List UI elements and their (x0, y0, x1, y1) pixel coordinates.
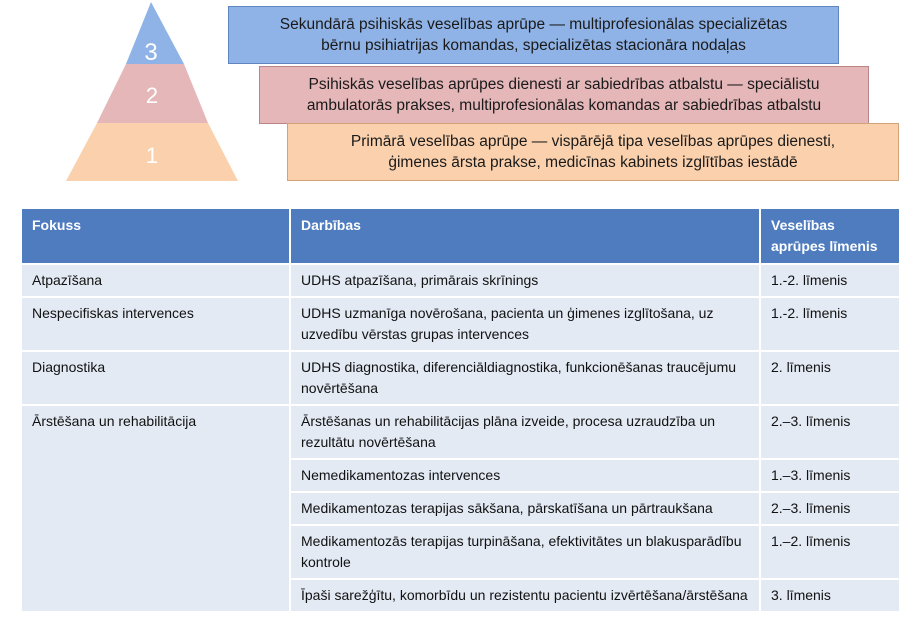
level-2-description-line-2: ambulatorās prakses, multiprofesionālas komandas ar sabiedrības atbalstu (306, 97, 822, 114)
table-header-row (21, 208, 900, 264)
level-1-description-line-2: ģimenes ārsta prakse, medicīnas kabinets izglītības iestādē (388, 154, 798, 171)
header-focus: Fokuss (21, 208, 290, 264)
level-cell: 2. līmenis (760, 351, 900, 405)
focus-actions-table (20, 207, 901, 613)
table-row (21, 297, 900, 351)
level-1-description-line-1: Primārā veselības aprūpe — vispārējā tipa veselības aprūpes dienesti, (350, 133, 836, 150)
action-cell: Nemedikamentozas intervences (290, 459, 760, 492)
level-1-description-box (287, 123, 899, 181)
level-cell: 1.–3. līmenis (760, 459, 900, 492)
action-cell: UDHS uzmanīga novērošana, pacienta un ģimenes izglītošana, uz uzvedību vērstas grupas intervences (290, 297, 760, 351)
table-row (21, 351, 900, 405)
focus-cell: Ārstēšana un rehabilitācija (21, 405, 290, 612)
level-cell: 1.-2. līmenis (760, 264, 900, 297)
table-row (21, 264, 900, 297)
action-cell: Īpaši sarežģītu, komorbīdu un rezistentu pacientu izvērtēšana/ārstēšana (290, 579, 760, 612)
level-cell: 2.–3. līmenis (760, 492, 900, 525)
action-cell: UDHS atpazīšana, primārais skrīnings (290, 264, 760, 297)
action-cell: Ārstēšanas un rehabilitācijas plāna izveide, procesa uzraudzība un rezultātu novērtēšana (290, 405, 760, 459)
level-2-description-line-1: Psihiskās veselības aprūpes dienesti ar sabiedrības atbalstu — speciālistu (308, 76, 820, 93)
header-care-level (760, 208, 900, 264)
header-actions: Darbības (290, 208, 760, 264)
level-2-description-box (259, 66, 869, 124)
focus-cell: Diagnostika (21, 351, 290, 405)
action-cell: UDHS diagnostika, diferenciāldiagnostika, funkcionēšanas traucējumu novērtēšana (290, 351, 760, 405)
level-cell: 2.–3. līmenis (760, 405, 900, 459)
pyramid-label-1: 1 (145, 143, 159, 168)
level-cell: 1.–2. līmenis (760, 525, 900, 579)
focus-cell: Nespecifiskas intervences (21, 297, 290, 351)
focus-cell: Atpazīšana (21, 264, 290, 297)
action-cell: Medikamentozās terapijas turpināšana, efektivitātes un blakusparādību kontrole (290, 525, 760, 579)
header-care-level-line-2: aprūpes līmenis (771, 238, 878, 254)
level-3-description-box (228, 6, 839, 64)
pyramid-label-3: 3 (144, 39, 158, 66)
level-3-description-line-2: bērnu psihiatrijas komandas, specializētas stacionāra nodaļas (321, 37, 746, 54)
care-level-pyramid (0, 0, 250, 185)
action-cell: Medikamentozas terapijas sākšana, pārskatīšana un pārtraukšana (290, 492, 760, 525)
level-3-description-line-1: Sekundārā psihiskās veselības aprūpe — multiprofesionālas specializētas (279, 16, 788, 33)
header-care-level-line-1: Veselības (771, 217, 835, 233)
table-row (21, 405, 900, 459)
pyramid-label-2: 2 (145, 83, 159, 108)
level-cell: 1.-2. līmenis (760, 297, 900, 351)
level-cell: 3. līmenis (760, 579, 900, 612)
